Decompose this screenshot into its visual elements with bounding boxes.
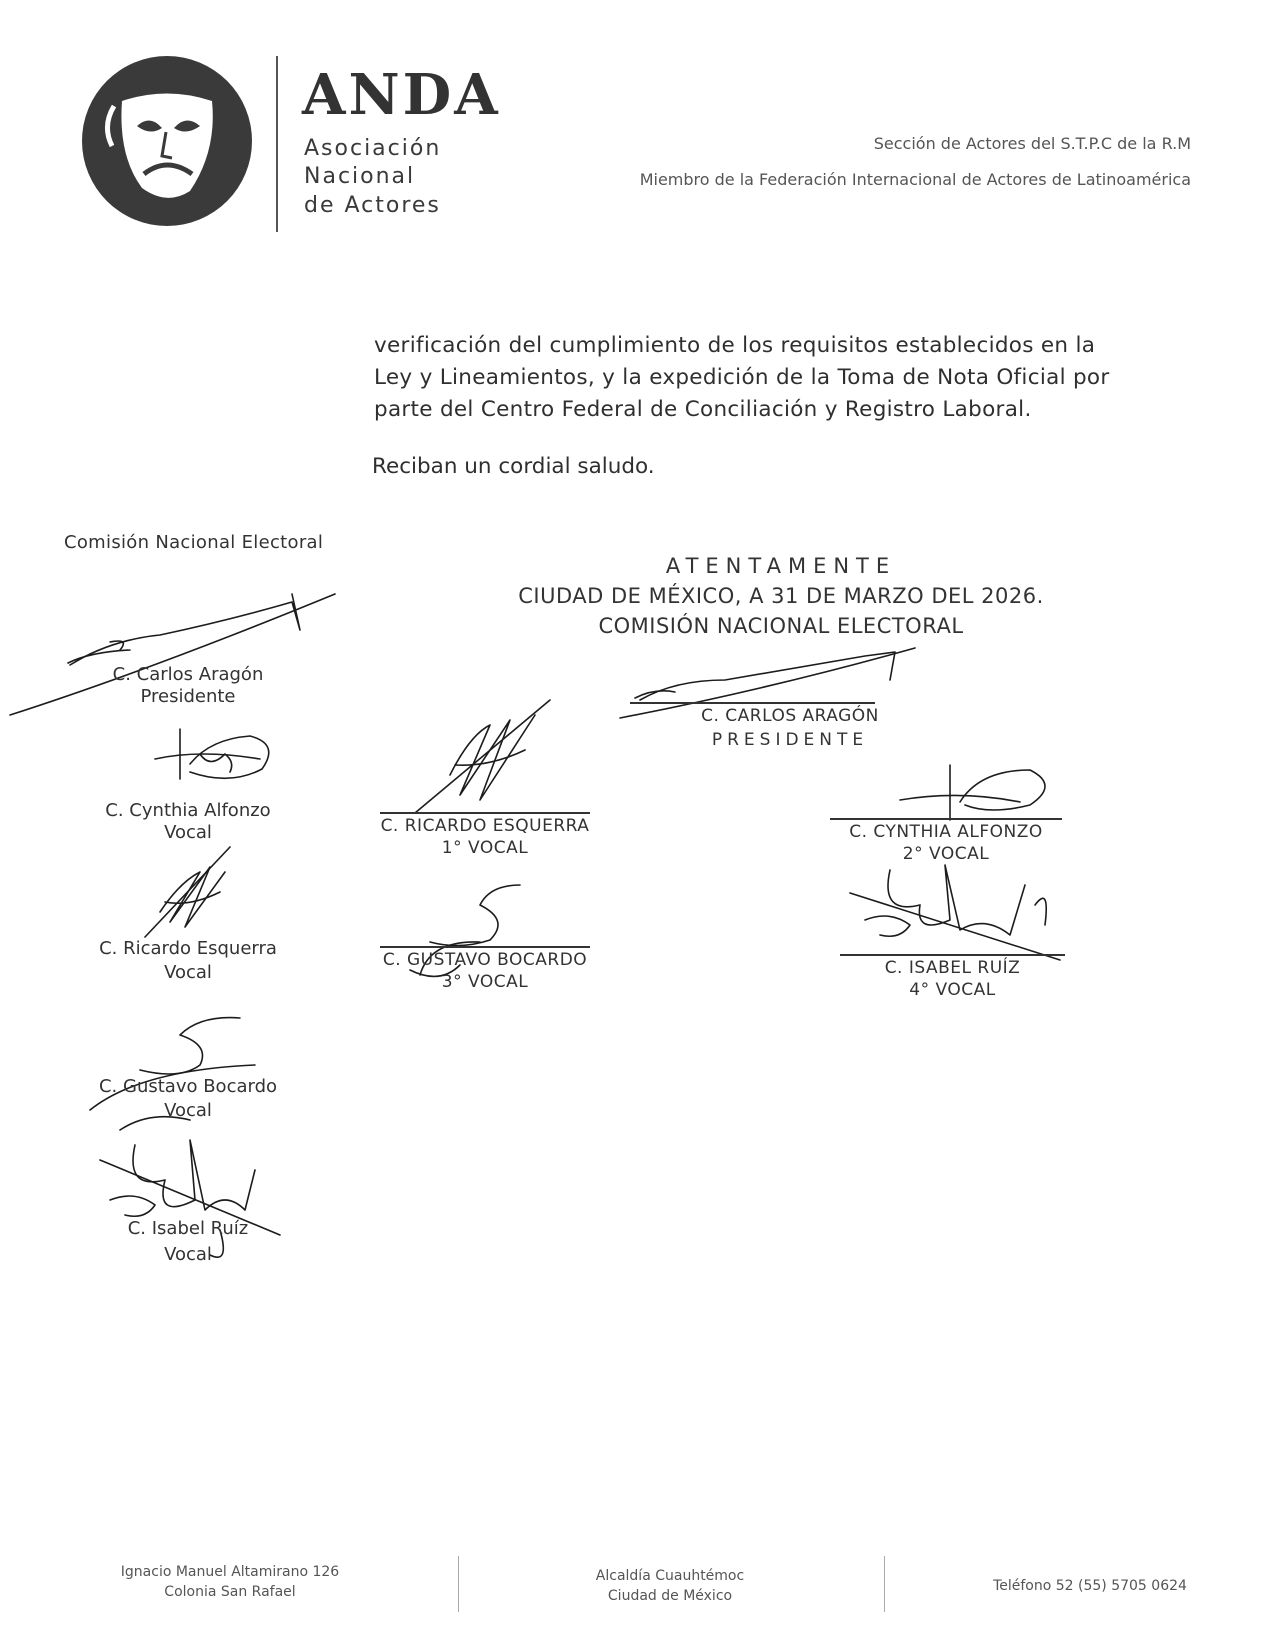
footer-city-line-2: Ciudad de México <box>607 1588 733 1604</box>
vocal3-name: C. GUSTAVO BOCARDO <box>382 950 588 970</box>
vocal3-role: 3° VOCAL <box>441 972 529 992</box>
vocal1-name: C. RICARDO ESQUERRA <box>380 816 590 836</box>
org-line-3: de Actores <box>304 193 441 218</box>
left-member-1-name: C. Carlos Aragón <box>112 664 264 685</box>
footer-divider-1 <box>458 1556 459 1612</box>
anda-logo <box>82 56 252 226</box>
vocal1-role: 1° VOCAL <box>441 838 529 858</box>
member-line: Miembro de la Federación Internacional de Actores de Latinoamérica <box>639 170 1191 189</box>
president-role: PRESIDENTE <box>711 730 869 750</box>
left-member-5-role: Vocal <box>164 1244 212 1265</box>
vocal4-name: C. ISABEL RUÍZ <box>884 958 1021 978</box>
para-line-3: parte del Centro Federal de Conciliación y Registro Laboral. <box>374 397 1032 422</box>
body-paragraph <box>374 330 1134 426</box>
president-name: C. CARLOS ARAGÓN <box>701 706 879 726</box>
vocal3-sig-line <box>380 946 590 948</box>
left-member-2-role: Vocal <box>164 822 212 843</box>
footer-divider-2 <box>884 1556 885 1612</box>
atentamente: ATENTAMENTE <box>665 554 897 578</box>
vocal2-name: C. CYNTHIA ALFONZO <box>849 822 1043 842</box>
signature-isabel-vocal4 <box>845 855 1065 975</box>
left-member-3-role: Vocal <box>164 962 212 983</box>
signature-cynthia-left <box>150 724 280 794</box>
vocal4-sig-line <box>840 954 1065 956</box>
president-sig-line <box>630 702 875 704</box>
left-member-4-role: Vocal <box>164 1100 212 1121</box>
left-member-1-role: Presidente <box>140 686 236 707</box>
vocal2-role: 2° VOCAL <box>902 844 990 864</box>
header-divider <box>276 56 278 232</box>
left-member-3-name: C. Ricardo Esquerra <box>99 938 277 959</box>
place-date: CIUDAD DE MÉXICO, A 31 DE MARZO DEL 2026. <box>518 584 1044 608</box>
brand-name: ANDA <box>302 62 501 128</box>
theater-mask-icon <box>82 56 252 226</box>
org-line-1: Asociación <box>304 136 442 161</box>
footer-address-line-1: Ignacio Manuel Altamirano 126 <box>120 1564 340 1580</box>
footer-address <box>100 1562 360 1602</box>
footer-phone: Teléfono 52 (55) 5705 0624 <box>993 1578 1187 1594</box>
footer-address-line-2: Colonia San Rafael <box>164 1584 296 1600</box>
signature-ricardo-left <box>140 842 240 942</box>
footer-city <box>560 1566 780 1606</box>
left-member-5-name: C. Isabel Ruíz <box>127 1218 249 1239</box>
footer-city-line-1: Alcaldía Cuauhtémoc <box>595 1568 745 1584</box>
para-line-2: Ley y Lineamientos, y la expedición de la Toma de Nota Oficial por <box>374 365 1110 390</box>
section-line: Sección de Actores del S.T.P.C de la R.M <box>873 134 1191 153</box>
vocal1-sig-line <box>380 812 590 814</box>
commission-name: COMISIÓN NACIONAL ELECTORAL <box>598 614 964 638</box>
greeting: Reciban un cordial saludo. <box>372 454 655 479</box>
org-line-2: Nacional <box>304 164 416 189</box>
signature-ricardo-vocal1 <box>410 695 560 815</box>
para-line-1: verificación del cumplimiento de los requisitos establecidos en la <box>374 333 1096 358</box>
signature-cynthia-vocal2 <box>870 760 1060 820</box>
left-member-4-name: C. Gustavo Bocardo <box>98 1076 278 1097</box>
left-member-2-name: C. Cynthia Alfonzo <box>105 800 271 821</box>
left-commission-title: Comisión Nacional Electoral <box>64 532 324 553</box>
vocal2-sig-line <box>830 818 1062 820</box>
vocal4-role: 4° VOCAL <box>909 980 996 1000</box>
